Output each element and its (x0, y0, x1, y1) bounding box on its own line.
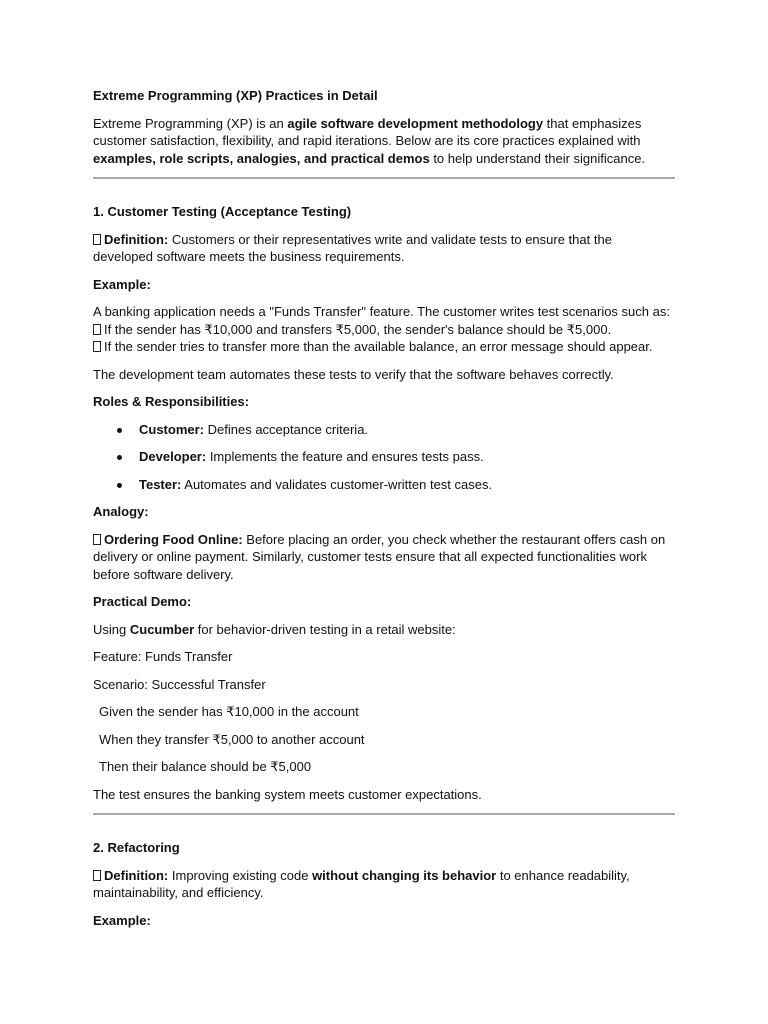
definition-label: Definition: (104, 867, 169, 883)
intro-bold-2: examples, role scripts, analogies, and practical demos (93, 150, 430, 166)
definition-text: Customers or their representatives write and validate tests to ensure that the developed software meets the business requirements. (93, 231, 612, 264)
role-desc: Implements the feature and ensures tests pass. (206, 449, 484, 464)
role-desc: Automates and validates customer-written test cases. (181, 476, 493, 492)
bullet-icon (117, 483, 122, 488)
list-item (139, 448, 675, 466)
document-page (93, 87, 675, 939)
intro-bold-1: agile software development methodology (287, 115, 544, 131)
section1-example-block (93, 303, 675, 356)
roles-list (93, 421, 675, 494)
definition-text: to enhance readability, maintainability, and efficiency. (93, 867, 630, 900)
demo-tool-name: Cucumber (129, 621, 195, 637)
demo-intro-text: for behavior-driven testing in a retail website: (194, 621, 456, 637)
section1-analogy-label: Analogy: (93, 504, 149, 519)
checkbox-glyph-icon (93, 324, 101, 335)
role-name: Developer: (139, 449, 207, 464)
checkbox-glyph-icon (93, 870, 101, 881)
section1-demo-label: Practical Demo: (93, 594, 192, 609)
demo-intro-text: Using (93, 621, 130, 637)
example-item: If the sender has ₹10,000 and transfers ₹5,000, the sender's balance should be ₹5,000. (104, 321, 612, 337)
role-name: Customer: (139, 421, 205, 437)
section1-example-outro: The development team automates these tests to verify that the software behaves correctly. (93, 366, 614, 382)
checkbox-glyph-icon (93, 234, 101, 245)
bullet-icon (117, 455, 122, 460)
demo-line: Then their balance should be ₹5,000 (99, 759, 312, 774)
checkbox-glyph-icon (93, 341, 101, 352)
example-item: If the sender tries to transfer more than the available balance, an error message should appear. (104, 339, 653, 354)
section-divider (93, 177, 675, 179)
section1-roles-label: Roles & Responsibilities: (93, 394, 250, 409)
definition-label: Definition: (104, 231, 169, 247)
analogy-title: Ordering Food Online: (104, 531, 243, 547)
bullet-icon (117, 428, 122, 433)
intro-text-3: to help understand their significance. (429, 150, 646, 166)
list-item (139, 421, 675, 439)
definition-bold: without changing its behavior (312, 867, 497, 883)
demo-line: Feature: Funds Transfer (93, 649, 233, 664)
analogy-text: Before placing an order, you check whether the restaurant offers cash on delivery or online payment. Similarly, customer tests ensure that all expected functionalities work before software delivery. (93, 531, 666, 582)
section1-definition (93, 231, 675, 266)
list-item (139, 476, 675, 494)
section1-heading: 1. Customer Testing (Acceptance Testing) (93, 204, 352, 219)
demo-line: When they transfer ₹5,000 to another account (99, 731, 365, 747)
checkbox-glyph-icon (93, 534, 101, 545)
definition-text: Improving existing code (168, 867, 313, 883)
role-name: Tester: (139, 476, 182, 492)
section1-demo-outro: The test ensures the banking system meets customer expectations. (93, 786, 482, 802)
role-desc: Defines acceptance criteria. (204, 421, 369, 437)
demo-line: Scenario: Successful Transfer (93, 676, 266, 692)
intro-text-1: Extreme Programming (XP) is an (93, 115, 288, 131)
section1-analogy (93, 531, 675, 584)
section1-example-label: Example: (93, 276, 151, 292)
example-intro: A banking application needs a "Funds Transfer" feature. The customer writes test scenarios such as: (93, 304, 670, 319)
section2-definition (93, 867, 675, 902)
intro-text-2: that emphasizes customer satisfaction, flexibility, and rapid iterations. Below are its core practices explained with (93, 115, 642, 148)
section2-heading: 2. Refactoring (93, 840, 180, 855)
section-divider (93, 813, 675, 815)
section1-demo-intro (93, 621, 675, 639)
document-title: Extreme Programming (XP) Practices in Detail (93, 88, 378, 103)
intro-paragraph (93, 115, 675, 168)
demo-line: Given the sender has ₹10,000 in the account (99, 704, 359, 719)
section2-example-label: Example: (93, 912, 151, 928)
